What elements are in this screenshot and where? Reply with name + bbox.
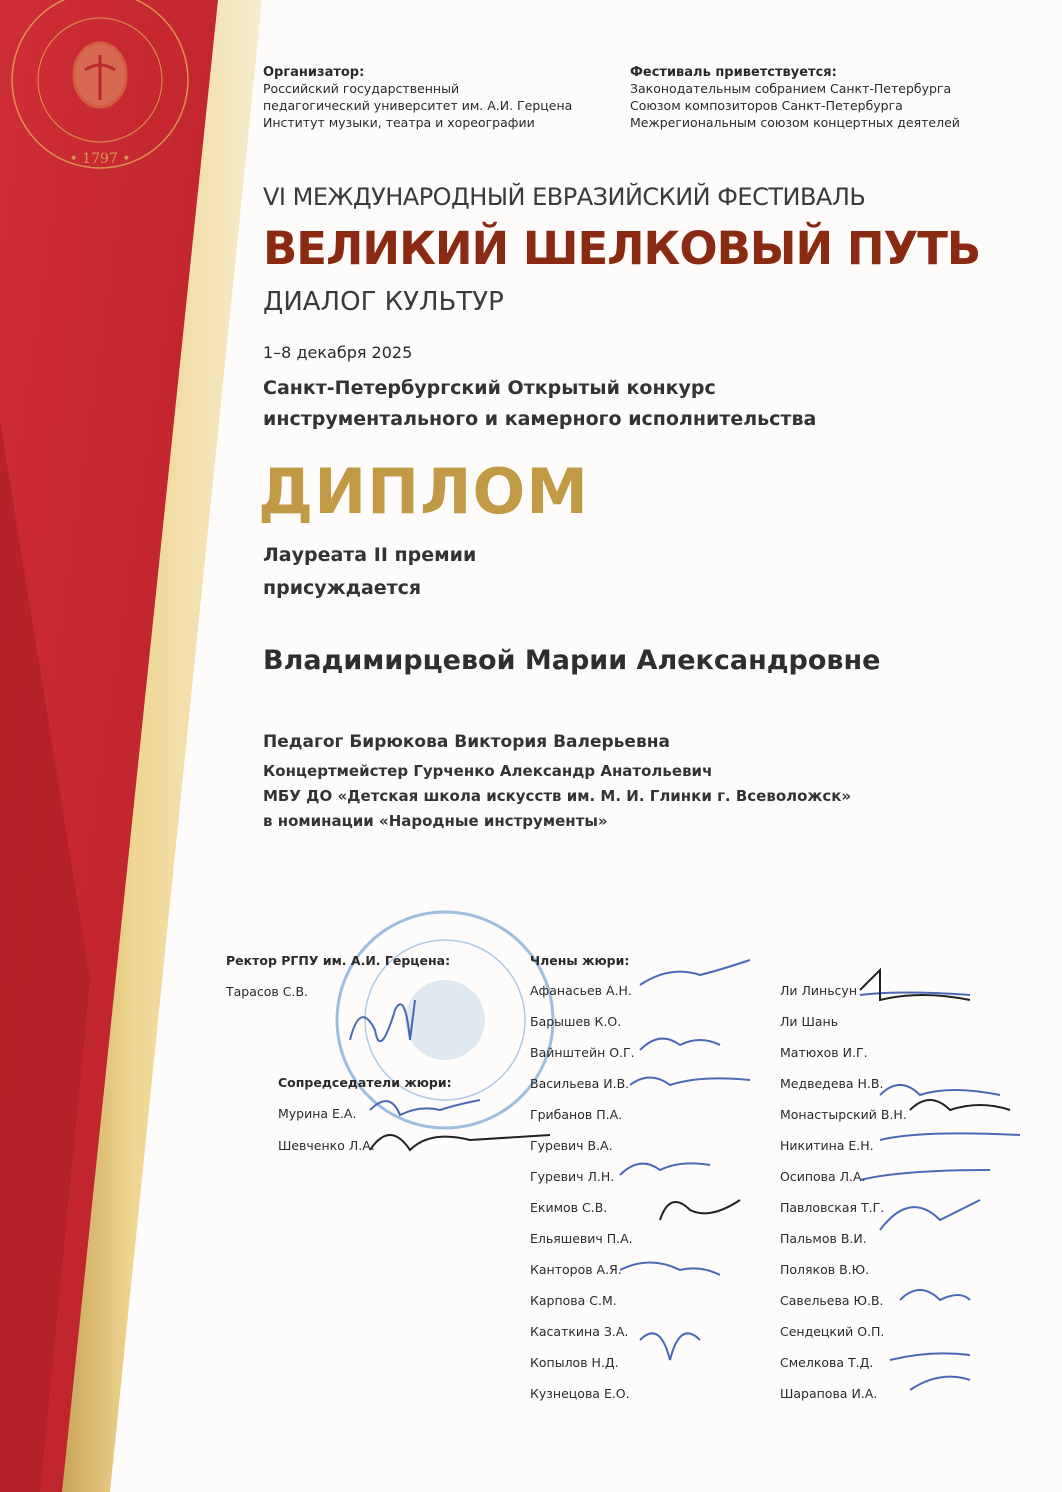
jury-member: Смелкова Т.Д.: [780, 1355, 874, 1370]
rector-title: Ректор РГПУ им. А.И. Герцена:: [226, 953, 451, 968]
jury-member: Грибанов П.А.: [530, 1107, 623, 1122]
jury-member: Сендецкий О.П.: [780, 1324, 885, 1339]
jury-member: Шарапова И.А.: [780, 1386, 878, 1401]
jury-member: Васильева И.В.: [530, 1076, 630, 1091]
jury-member: Савельева Ю.В.: [780, 1293, 884, 1308]
details-block: [263, 732, 851, 837]
welcome-line: Межрегиональным союзом концертных деятелей: [630, 115, 960, 130]
jury-member: Кузнецова Е.О.: [530, 1386, 630, 1401]
jury-member: Карпова С.М.: [530, 1293, 617, 1308]
jury-member: Ли Линьсун: [780, 983, 858, 998]
jury-member: Монастырский В.Н.: [780, 1107, 907, 1122]
recipient-name: Владимирцевой Марии Александровне: [263, 645, 881, 676]
jury-member: Канторов А.Я.: [530, 1262, 622, 1277]
teacher-line: Педагог Бирюкова Виктория Валерьевна: [263, 732, 670, 752]
festival-tagline: ДИАЛОГ КУЛЬТУР: [263, 287, 504, 317]
welcome-line: Союзом композиторов Санкт-Петербурга: [630, 98, 903, 113]
welcome-line: Законодательным собранием Санкт-Петербурга: [630, 81, 952, 96]
jury-member: Гуревич В.А.: [530, 1138, 613, 1153]
organizer-line: Институт музыки, театра и хореографии: [263, 115, 535, 130]
jury-member: Копылов Н.Д.: [530, 1355, 619, 1370]
seal-year: • 1797 •: [69, 151, 131, 167]
welcome-block: [630, 65, 960, 131]
school-line: МБУ ДО «Детская школа искусств им. М. И. Глинки г. Всеволожск»: [263, 787, 852, 805]
jury-member: Пальмов В.И.: [780, 1231, 867, 1246]
organizer-title: Организатор:: [263, 65, 365, 80]
diploma-title: ДИПЛОМ: [258, 455, 589, 528]
organizer-line: Российский государственный: [263, 81, 460, 96]
jury-member: Ли Шань: [780, 1014, 839, 1029]
contest-line: Санкт-Петербургский Открытый конкурс: [263, 377, 716, 399]
awarded-label: присуждается: [263, 577, 422, 599]
jury-member: Медведева Н.В.: [780, 1076, 884, 1091]
award-title: Лауреата II премии: [263, 544, 477, 566]
festival-dates: 1–8 декабря 2025: [263, 343, 413, 362]
jury-list-col1: [530, 975, 635, 1409]
jury-member: Барышев К.О.: [530, 1014, 622, 1029]
nomination-line: в номинации «Народные инструменты»: [263, 812, 608, 830]
welcome-title: Фестиваль приветствуется:: [630, 65, 837, 80]
rector-name: Тарасов С.В.: [226, 984, 309, 999]
jury-member: Гуревич Л.Н.: [530, 1169, 615, 1184]
jury-member: Ельяшевич П.А.: [530, 1231, 633, 1246]
jury-member: Поляков В.Ю.: [780, 1262, 870, 1277]
festival-title: ВЕЛИКИЙ ШЕЛКОВЫЙ ПУТЬ: [263, 222, 981, 275]
organizer-line: педагогический университет им. А.И. Герцена: [263, 98, 573, 113]
jury-member: Осипова Л.А.: [780, 1169, 866, 1184]
festival-subtitle: VI МЕЖДУНАРОДНЫЙ ЕВРАЗИЙСКИЙ ФЕСТИВАЛЬ: [263, 183, 866, 211]
jury-member: Касаткина З.А.: [530, 1324, 629, 1339]
accompanist-line: Концертмейстер Гурченко Александр Анатольевич: [263, 762, 713, 780]
contest-line: инструментального и камерного исполнительства: [263, 408, 817, 430]
jury-member: Павловская Т.Г.: [780, 1200, 885, 1215]
organizer-block: [263, 65, 572, 131]
jury-member: Екимов С.В.: [530, 1200, 608, 1215]
cochair-name: Мурина Е.А.: [278, 1106, 357, 1121]
jury-member: Вайнштейн О.Г.: [530, 1045, 635, 1060]
official-stamp: [330, 905, 560, 1135]
cochairs-title: Сопредседатели жюри:: [278, 1075, 452, 1090]
jury-list-col2: [780, 975, 907, 1409]
jury-member: Афанасьев А.Н.: [530, 983, 632, 998]
jury-member: Никитина Е.Н.: [780, 1138, 874, 1153]
jury-member: Матюхов И.Г.: [780, 1045, 868, 1060]
cochair-name: Шевченко Л.А.: [278, 1138, 375, 1153]
jury-title: Члены жюри:: [530, 953, 630, 968]
